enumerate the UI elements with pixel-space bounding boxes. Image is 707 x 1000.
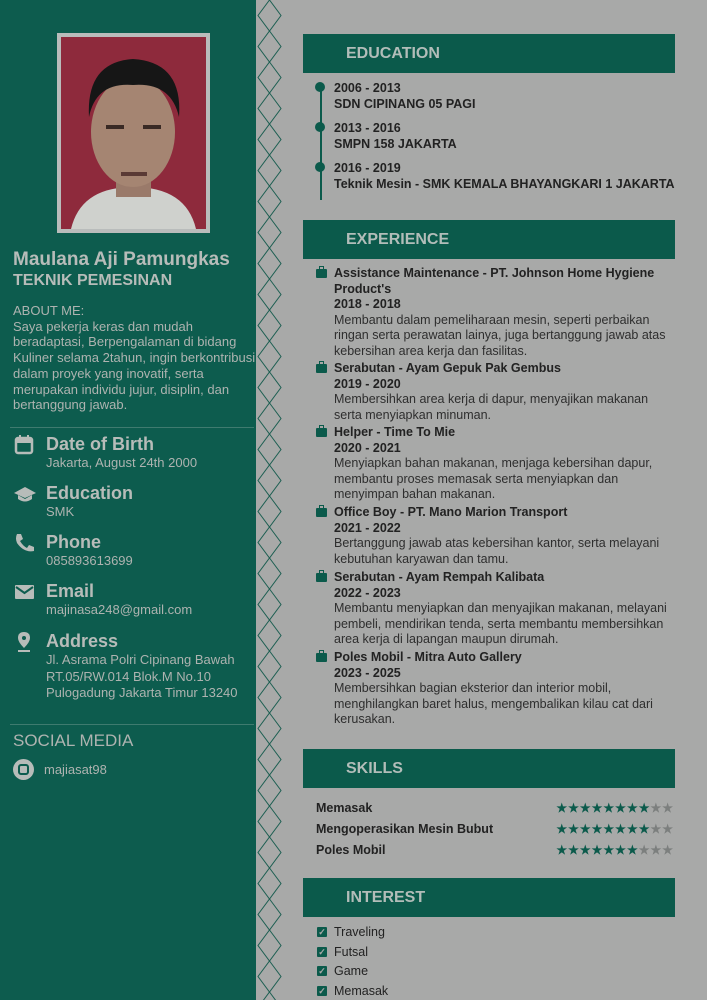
timeline-dot: [315, 82, 325, 92]
star-icon: ★: [591, 801, 604, 815]
contact-education: [14, 482, 254, 521]
graduation-cap-icon: [14, 484, 36, 504]
education-school: SDN CIPINANG 05 PAGI: [334, 96, 476, 111]
experience-years: 2018 - 2018: [334, 297, 401, 312]
star-icon: ★: [579, 822, 592, 836]
experience-description: Membantu dalam pemeliharaan mesin, seperti perbaikan ringan serta perawatan lainya, juga bertanggung jawab atas kebersihan area kerja dan fasilitas.: [334, 312, 666, 358]
education-heading: EDUCATION: [303, 34, 675, 73]
star-icon: ★: [626, 822, 639, 836]
education-years: 2006 - 2013: [334, 81, 401, 95]
contact-value: SMK: [46, 504, 75, 519]
briefcase-icon: [316, 428, 327, 437]
contact-date-of-birth: [14, 433, 254, 472]
interest-label: Traveling: [334, 925, 385, 939]
star-icon: ★: [556, 843, 569, 857]
experience-item: [315, 266, 675, 360]
experience-item: [315, 570, 675, 648]
phone-icon: [14, 533, 36, 553]
experience-description: Membantu menyiapkan dan menyajikan makanan, melayani pembeli, mendirikan tenda, serta membantu membersihkan area kerja di lapangan maupun dirumah.: [334, 601, 667, 647]
checkbox-icon: ✓: [318, 927, 326, 937]
star-icon: ★: [615, 801, 627, 815]
briefcase-icon: [316, 269, 327, 278]
education-item: [315, 161, 675, 192]
star-icon: ★: [556, 822, 569, 836]
contact-title: Address: [46, 631, 119, 651]
sidebar: [0, 0, 256, 1000]
experience-item: [315, 505, 675, 567]
profile-photo: [57, 33, 210, 233]
education-item: [315, 81, 675, 112]
experience-item: [315, 425, 675, 503]
interest-item: [317, 964, 368, 978]
education-school: Teknik Mesin - SMK KEMALA BHAYANGKARI 1 JAKARTA: [334, 176, 675, 191]
education-school: SMPN 158 JAKARTA: [334, 136, 457, 151]
interest-label: Futsal: [334, 944, 369, 959]
star-icon: ★: [650, 822, 663, 836]
location-pin-icon: [14, 632, 36, 652]
contact-phone: [14, 531, 254, 570]
briefcase-icon: [316, 364, 327, 373]
star-icon: ★: [615, 843, 627, 857]
star-icon: ★: [568, 843, 580, 857]
skill-item: [316, 822, 674, 836]
full-name: Maulana Aji Pamungkas: [13, 249, 230, 270]
contact-value: 085893613699: [46, 553, 133, 568]
checkbox-icon: ✓: [318, 946, 326, 957]
skill-item: [316, 843, 674, 857]
education-years: 2016 - 2019: [334, 161, 401, 175]
contact-value: majinasa248@gmail.com: [46, 602, 193, 617]
experience-description: Membersihkan area kerja di dapur, menyajikan makanan serta menyiapkan minuman.: [334, 392, 649, 422]
star-icon: ★: [626, 801, 639, 815]
star-icon: ★: [579, 801, 592, 815]
interest-heading: INTEREST: [303, 878, 675, 917]
star-icon: ★: [568, 801, 580, 815]
experience-description: Membersihkan bagian eksterior dan interior mobil, menghilangkan baret halus, mengembalikan kilau cat dari kerusakan.: [334, 681, 653, 727]
education-item: [315, 121, 675, 152]
education-years: 2013 - 2016: [334, 121, 401, 135]
star-icon: ★: [603, 843, 616, 857]
contact-title: Date of Birth: [46, 434, 154, 454]
star-icon: ★: [662, 822, 674, 836]
instagram-link[interactable]: [13, 759, 107, 780]
checkbox-icon: ✓: [318, 985, 326, 996]
star-icon: ★: [615, 822, 627, 836]
interest-item: [317, 984, 388, 998]
skill-name: Mengoperasikan Mesin Bubut: [316, 822, 494, 836]
interest-label: Game: [334, 964, 369, 978]
briefcase-icon: [316, 653, 327, 662]
experience-years: 2023 - 2025: [334, 665, 401, 680]
instagram-handle: majiasat98: [44, 762, 107, 777]
email-icon: [14, 582, 36, 602]
about-label: ABOUT ME:: [13, 303, 85, 318]
star-icon: ★: [568, 822, 580, 836]
experience-item: [315, 361, 675, 423]
calendar-icon: [14, 435, 36, 455]
contact-title: Email: [46, 581, 95, 601]
about-text: Saya pekerja keras dan mudah beradaptasi, Berpengalaman di bidang Kuliner selama 2tahun, ingin berkontribusi dalam proyek yang inovatif, serta merupakan individu jujur, disiplin, dan bertanggung jawab.: [13, 318, 256, 413]
briefcase-icon: [316, 573, 327, 582]
about-me: [13, 303, 256, 413]
social-media-heading: SOCIAL MEDIA: [13, 731, 134, 750]
contact-email: [14, 580, 254, 619]
skill-rating: [556, 801, 674, 815]
star-icon: ★: [626, 843, 639, 857]
experience-title: Office Boy - PT. Mano Marion Transport: [334, 505, 568, 519]
star-icon: ★: [638, 801, 651, 815]
star-icon: ★: [591, 822, 604, 836]
contact-value: Jl. Asrama Polri Cipinang Bawah RT.05/RW.014 Blok.M No.10 Pulogadung Jakarta Timur 13240: [46, 652, 238, 700]
briefcase-icon: [316, 508, 327, 517]
timeline-dot: [315, 162, 325, 172]
skill-rating: [556, 822, 674, 836]
star-icon: ★: [662, 843, 674, 857]
interest-item: [317, 945, 368, 959]
star-icon: ★: [556, 801, 569, 815]
skill-rating: [556, 843, 674, 857]
divider: [10, 427, 254, 428]
star-icon: ★: [650, 843, 663, 857]
star-icon: ★: [603, 801, 616, 815]
experience-title: Serabutan - Ayam Rempah Kalibata: [334, 570, 545, 584]
instagram-icon: [13, 759, 34, 780]
experience-title: Poles Mobil - Mitra Auto Gallery: [334, 650, 522, 664]
skill-name: Memasak: [316, 801, 373, 815]
contact-title: Education: [46, 483, 134, 503]
star-icon: ★: [603, 822, 616, 836]
experience-item: [315, 650, 675, 728]
star-icon: ★: [638, 822, 651, 836]
skill-name: Poles Mobil: [316, 843, 386, 857]
interest-item: [317, 925, 385, 939]
experience-years: 2021 - 2022: [334, 520, 401, 535]
interest-label: Memasak: [334, 983, 389, 998]
checkbox-icon: ✓: [318, 966, 326, 976]
experience-title: Helper - Time To Mie: [334, 425, 456, 439]
diamond-pattern-strip: [256, 0, 283, 1000]
skills-heading: SKILLS: [303, 749, 675, 788]
contact-value: Jakarta, August 24th 2000: [46, 455, 198, 470]
star-icon: ★: [579, 843, 592, 857]
experience-title: Assistance Maintenance - PT. Johnson Home Hygiene Product's: [334, 266, 655, 296]
job-title: TEKNIK PEMESINAN: [13, 272, 173, 289]
contact-title: Phone: [46, 532, 102, 552]
experience-years: 2020 - 2021: [334, 440, 401, 455]
divider: [10, 724, 254, 725]
star-icon: ★: [662, 801, 674, 815]
experience-title: Serabutan - Ayam Gepuk Pak Gembus: [334, 361, 561, 375]
star-icon: ★: [638, 843, 651, 857]
experience-description: Menyiapkan bahan makanan, menjaga kebersihan dapur, membantu proses memasak serta menyiapkan dan menyimpan bahan makanan.: [334, 456, 653, 502]
experience-heading: EXPERIENCE: [303, 220, 675, 259]
experience-years: 2022 - 2023: [334, 585, 401, 600]
experience-years: 2019 - 2020: [334, 376, 401, 391]
star-icon: ★: [591, 843, 604, 857]
skill-item: [316, 801, 674, 815]
contact-address: [14, 630, 254, 702]
star-icon: ★: [650, 801, 663, 815]
timeline-dot: [315, 122, 325, 132]
experience-description: Bertanggung jawab atas kebersihan kantor, serta melayani kebutuhan karyawan dan tamu.: [334, 536, 660, 566]
